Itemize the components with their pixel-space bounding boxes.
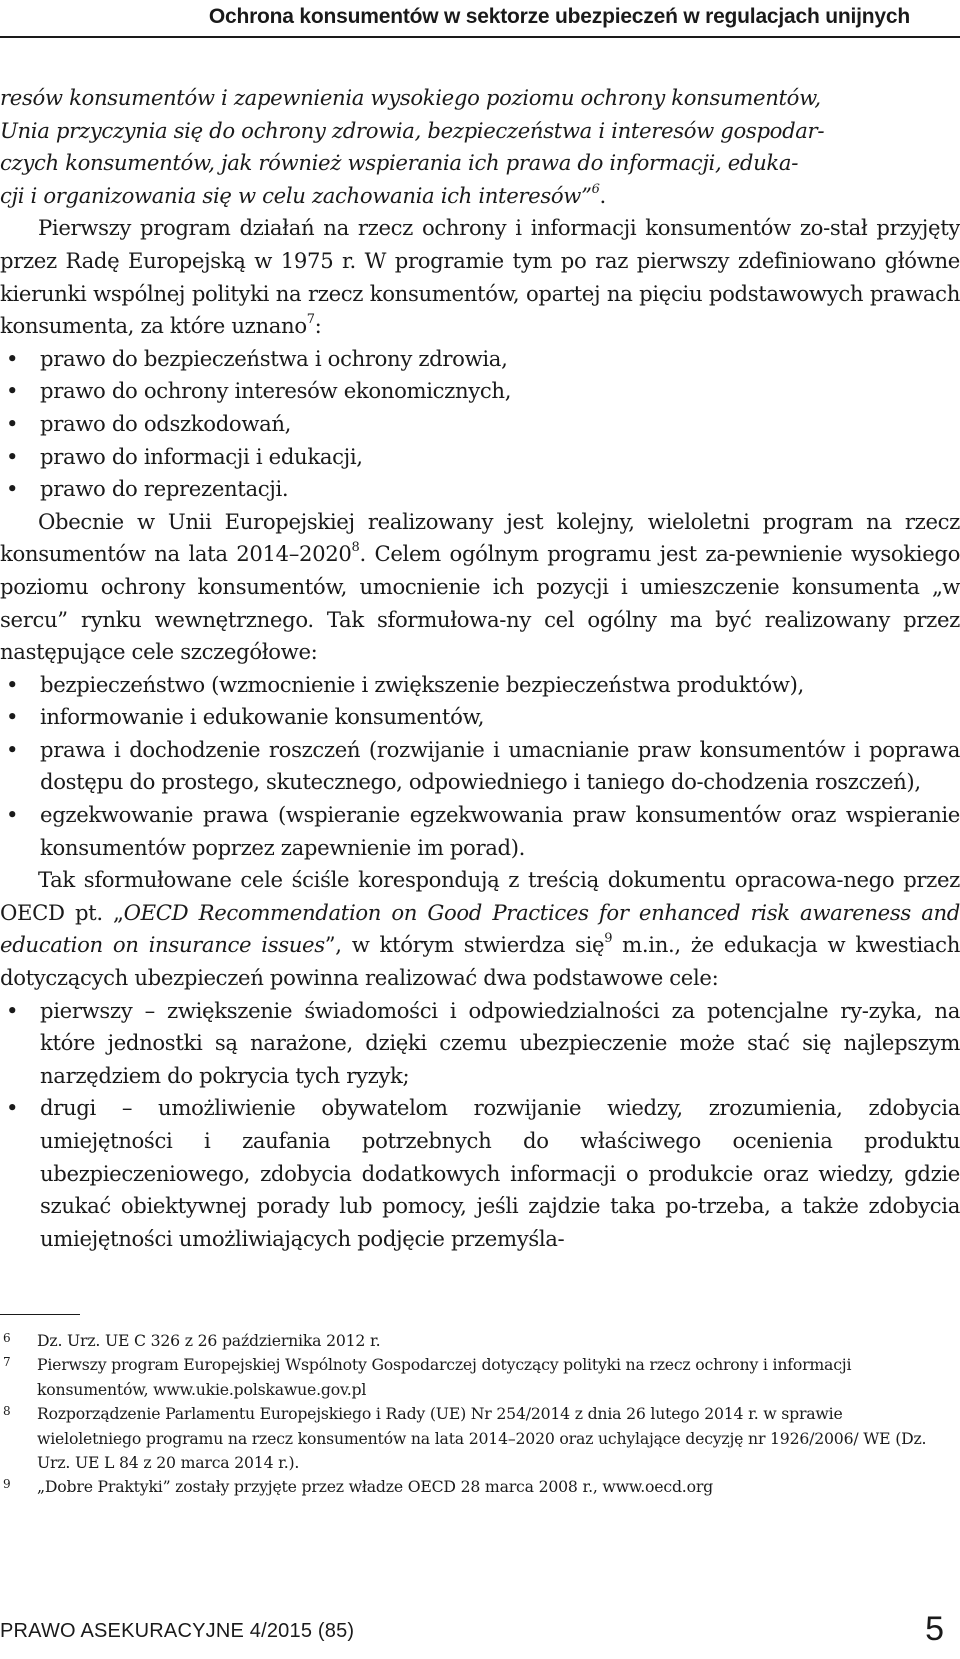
paragraph-oecd — [0, 864, 960, 994]
list-item: • prawo do reprezentacji. — [0, 473, 960, 506]
quote-line: czych konsumentów, jak również wspierania ich prawa do informacji, eduka- — [0, 150, 799, 176]
footnote-number: 8 — [3, 1404, 11, 1419]
footnote-text: Pierwszy program Europejskiej Wspólnoty Gospodarczej dotyczący polityki na rzecz ochrony i informacji konsumentów, www.ukie.polskawue.gov.pl — [37, 1355, 852, 1399]
footnote-number: 9 — [3, 1477, 11, 1492]
footnote-ref-7: 7 — [306, 312, 315, 328]
objectives-list — [0, 669, 960, 865]
quote-line: Unia przyczynia się do ochrony zdrowia, bezpieczeństwa i interesów gospodar- — [0, 117, 825, 143]
list-item: • prawo do bezpieczeństwa i ochrony zdrowia, — [0, 343, 960, 376]
footnote — [0, 1402, 940, 1475]
goals-list — [0, 995, 960, 1256]
footnote-text: Rozporządzenie Parlamentu Europejskiego i Rady (UE) Nr 254/2014 z dnia 26 lutego 2014 r. w sprawie wieloletniego programu na rzecz konsumentów na lata 2014–2020 oraz uchylające decyzję nr 1926/2006/ WE (Dz. Urz. UE L 84 z 20 marca 2014 r.). — [37, 1404, 927, 1473]
footnote-ref-9: 9 — [604, 931, 613, 947]
footnote-number: 7 — [3, 1355, 11, 1370]
paragraph-program-2014 — [0, 506, 960, 669]
quote-paragraph — [0, 82, 960, 212]
footnote — [0, 1329, 940, 1353]
page-number: 5 — [925, 1610, 944, 1648]
footnotes — [0, 1329, 940, 1500]
paragraph-text: ”, w którym stwierdza się — [324, 932, 605, 958]
page-footer — [0, 1610, 960, 1654]
running-header — [0, 0, 960, 40]
paragraph-text: : — [314, 313, 322, 339]
article-body — [0, 82, 960, 1255]
header-rule — [0, 36, 960, 38]
list-item: • bezpieczeństwo (wzmocnienie i zwiększenie bezpieczeństwa produktów), — [0, 669, 960, 702]
oecd-document-title: OECD Recommendation on Good Practices for enhanced risk awareness and education on insurance issues — [0, 899, 960, 958]
footnote-ref-6: 6 — [591, 181, 600, 197]
quote-line-text: cji i organizowania się w celu zachowania ich interesów” — [0, 182, 592, 208]
list-item: • prawo do ochrony interesów ekonomicznych, — [0, 375, 960, 408]
paragraph-text: Obecnie w Unii Europejskiej realizowany jest kolejny, wieloletni program na rzecz konsumentów na lata 2014–2020 — [0, 508, 960, 567]
paragraph-text: . Celem ogólnym programu jest za-pewnienie wysokiego poziomu ochrony konsumentów, umocnienie ich pozycji i umieszczenie konsumenta „w sercu” rynku wewnętrznego. Tak sformułowa-ny cel ogólny ma być realizowany przez następujące cele szczegółowe: — [0, 541, 960, 665]
quote-end: . — [599, 182, 606, 208]
footnote-number: 6 — [3, 1331, 11, 1345]
paragraph-text: m.in., że edukacja w kwestiach dotyczących ubezpieczeń powinna realizować dwa podstawowe cele: — [0, 932, 960, 991]
list-item: • drugi – umożliwienie obywatelom rozwijanie wiedzy, zrozumienia, zdobycia umiejętności i zaufania potrzebnych do właściwego ocenienia produktu ubezpieczeniowego, zdobycia dodatkowych informacji o produkcie oraz wiedzy, gdzie szukać obiektywnej porady lub pomocy, jeśli zajdzie taka po-trzeba, a także zdobycia umiejętności umożliwiających podjęcie przemyśla- — [0, 1092, 960, 1255]
footnote — [0, 1475, 940, 1499]
list-item: • pierwszy – zwiększenie świadomości i odpowiedzialności za potencjalne ry-zyka, na które jednostki są narażone, dzięki czemu ubezpieczenie może stać się najlepszym narzędziem do pokrycia tych ryzyk; — [0, 995, 960, 1093]
quote-line: resów konsumentów i zapewnienia wysokiego poziomu ochrony konsumentów, — [0, 85, 821, 110]
footnote-text: Dz. Urz. UE C 326 z 26 października 2012 r. — [37, 1331, 381, 1350]
list-item: • prawa i dochodzenie roszczeń (rozwijanie i umacnianie praw konsumentów i poprawa dostępu do prostego, skutecznego, odpowiedniego i taniego do-chodzenia roszczeń), — [0, 734, 960, 799]
paragraph-program-1975 — [0, 212, 960, 342]
footnote — [0, 1353, 940, 1402]
journal-name: PRAWO ASEKURACYJNE 4/2015 (85) — [0, 1620, 355, 1642]
list-item: • informowanie i edukowanie konsumentów, — [0, 701, 960, 734]
list-item: • prawo do odszkodowań, — [0, 408, 960, 441]
list-item: • prawo do informacji i edukacji, — [0, 441, 960, 474]
footnote-ref-8: 8 — [351, 540, 360, 556]
running-title: Ochrona konsumentów w sektorze ubezpieczeń w regulacjach unijnych — [208, 5, 910, 28]
quote-line-last — [0, 180, 960, 213]
footnote-text: „Dobre Praktyki” zostały przyjęte przez władze OECD 28 marca 2008 r., www.oecd.org — [37, 1477, 713, 1497]
paragraph-text: Tak sformułowane cele ściśle korespondują z treścią dokumentu opracowa-nego przez OECD pt. „ — [0, 867, 960, 925]
paragraph-text: Pierwszy program działań na rzecz ochrony i informacji konsumentów zo-stał przyjęty przez Radę Europejską w 1975 r. W programie tym po raz pierwszy zdefiniowano główne kierunki wspólnej polityki na rzecz konsumentów, opartej na pięciu podstawowych prawach konsumenta, za które uznano — [0, 215, 960, 339]
rights-list — [0, 343, 960, 506]
footnote-rule — [0, 1314, 80, 1315]
list-item: • egzekwowanie prawa (wspieranie egzekwowania praw konsumentów oraz wspieranie konsumentów poprzez zapewnienie im porad). — [0, 799, 960, 864]
